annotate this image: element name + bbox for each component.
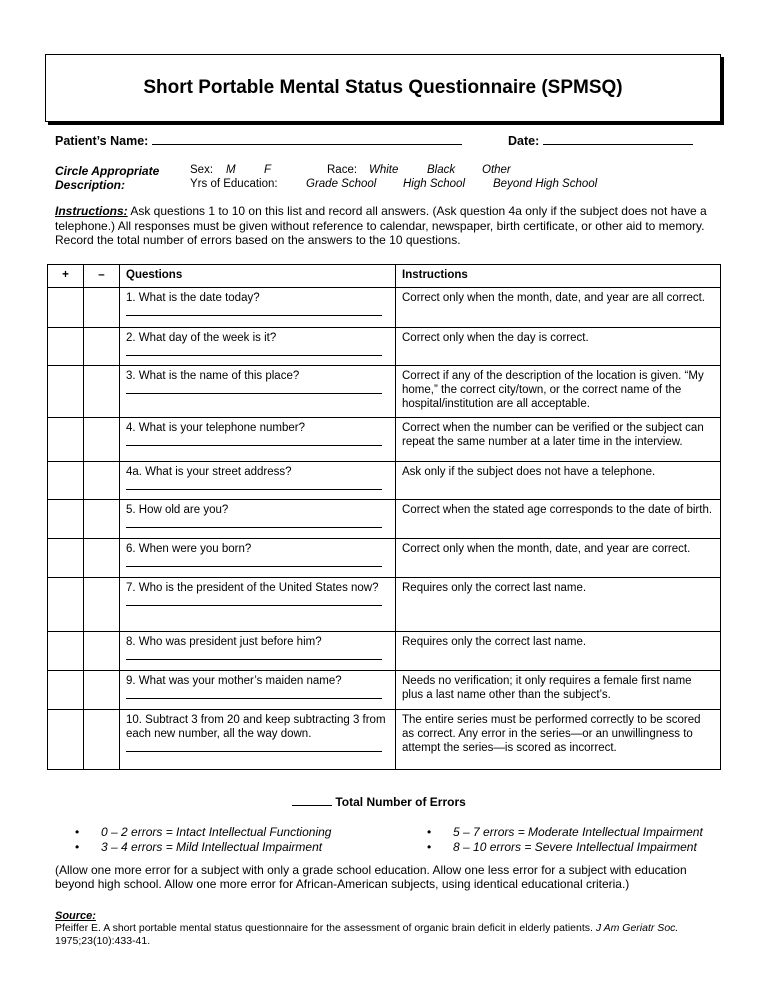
patient-name-label: Patient’s Name: (55, 134, 149, 148)
sex-m[interactable]: M (226, 164, 236, 176)
source-label: Source: (55, 910, 96, 922)
scoring-item (427, 825, 703, 839)
question-text: 8. Who was president just before him? (126, 636, 322, 648)
question-cell (120, 671, 396, 710)
question-text: 10. Subtract 3 from 20 and keep subtracting 3 from each new number, all the way down. (126, 714, 386, 740)
sex-f[interactable]: F (264, 164, 272, 176)
minus-mark-cell[interactable] (84, 366, 120, 418)
question-cell (120, 328, 396, 366)
question-cell (120, 462, 396, 500)
title-box (45, 54, 721, 122)
table-row (48, 418, 721, 462)
question-cell (120, 418, 396, 462)
date-label: Date: (508, 134, 540, 148)
sex-label: Sex: (190, 164, 214, 176)
plus-mark-cell[interactable] (48, 462, 84, 500)
table-row (48, 462, 721, 500)
plus-mark-cell[interactable] (48, 539, 84, 578)
question-cell (120, 366, 396, 418)
minus-mark-cell[interactable] (84, 418, 120, 462)
question-cell (120, 500, 396, 539)
question-text: 5. How old are you? (126, 504, 229, 516)
instruction-cell: The entire series must be performed correctly to be scored as correct. Any error in the series—or an unwillingness to attempt the series—is scored as incorrect. (396, 710, 721, 770)
minus-mark-cell[interactable] (84, 671, 120, 710)
answer-line[interactable] (126, 566, 382, 567)
minus-mark-cell[interactable] (84, 632, 120, 671)
col-instructions-header: Instructions (396, 265, 721, 288)
education-grade[interactable]: Grade School (306, 178, 377, 190)
scoring-item (75, 840, 322, 854)
question-cell (120, 539, 396, 578)
plus-mark-cell[interactable] (48, 710, 84, 770)
table-row (48, 500, 721, 539)
circle-label-line2: Description: (55, 178, 126, 192)
date-line[interactable] (543, 134, 693, 145)
instruction-cell: Correct when the stated age corresponds to the date of birth. (396, 500, 721, 539)
answer-line[interactable] (126, 445, 382, 446)
race-black[interactable]: Black (427, 164, 456, 176)
bullet-icon: • (75, 825, 80, 839)
answer-line[interactable] (126, 659, 382, 660)
bullet-icon: • (75, 840, 80, 854)
minus-mark-cell[interactable] (84, 539, 120, 578)
minus-mark-cell[interactable] (84, 500, 120, 539)
question-cell (120, 710, 396, 770)
table-row (48, 366, 721, 418)
question-text: 4a. What is your street address? (126, 466, 292, 478)
scoring-text: 5 – 7 errors = Moderate Intellectual Impairment (453, 825, 703, 839)
answer-line[interactable] (126, 489, 382, 490)
bullet-icon: • (427, 825, 432, 839)
table-row (48, 578, 721, 632)
questions-body (48, 288, 721, 770)
instruction-cell: Requires only the correct last name. (396, 578, 721, 632)
source-text: Pfeiffer E. A short portable mental status questionnaire for the assessment of organic brain deficit in elderly patients. (55, 922, 596, 934)
total-errors-line[interactable] (292, 795, 332, 806)
education-beyond[interactable]: Beyond High School (493, 178, 598, 190)
scoring-text: 0 – 2 errors = Intact Intellectual Functioning (101, 825, 332, 839)
answer-line[interactable] (126, 393, 382, 394)
plus-mark-cell[interactable] (48, 418, 84, 462)
col-plus-header: + (48, 265, 84, 288)
race-label: Race: (327, 164, 358, 176)
col-minus-header: – (84, 265, 120, 288)
education-high[interactable]: High School (403, 178, 466, 190)
patient-name-field[interactable] (55, 134, 462, 148)
race-other[interactable]: Other (482, 164, 511, 176)
table-row (48, 632, 721, 671)
instruction-cell: Correct only when the month, date, and year are correct. (396, 539, 721, 578)
source-journal: J Am Geriatr Soc. (595, 922, 679, 934)
scoring-item (75, 825, 331, 839)
scoring-text: 3 – 4 errors = Mild Intellectual Impairment (101, 840, 323, 854)
education-label: Yrs of Education: (190, 178, 278, 190)
questions-table (47, 264, 721, 770)
question-cell (120, 288, 396, 328)
plus-mark-cell[interactable] (48, 632, 84, 671)
instructions-paragraph (55, 204, 715, 248)
plus-mark-cell[interactable] (48, 500, 84, 539)
question-text: 6. When were you born? (126, 543, 252, 555)
patient-name-line[interactable] (152, 134, 462, 145)
question-text: 1. What is the date today? (126, 292, 260, 304)
minus-mark-cell[interactable] (84, 462, 120, 500)
table-row (48, 288, 721, 328)
date-field[interactable] (508, 134, 693, 148)
col-questions-header: Questions (120, 265, 396, 288)
plus-mark-cell[interactable] (48, 578, 84, 632)
question-text: 2. What day of the week is it? (126, 332, 277, 344)
page-title: Short Portable Mental Status Questionnaire (SPMSQ) (143, 77, 623, 98)
circle-label-line1: Circle Appropriate (55, 164, 160, 178)
instructions-label: Instructions: (55, 204, 128, 218)
table-row (48, 539, 721, 578)
instruction-cell: Correct if any of the description of the location is given. “My home,” the correct city/town, or the correct name of the hospital/institution are all acceptable. (396, 366, 721, 418)
source-citation-details: 1975;23(10):433-41. (55, 935, 151, 947)
instruction-cell: Correct when the number can be verified or the subject can repeat the same number at a later time in the interview. (396, 418, 721, 462)
answer-line[interactable] (126, 315, 382, 316)
answer-line[interactable] (126, 527, 382, 528)
question-cell (120, 632, 396, 671)
instruction-cell: Ask only if the subject does not have a telephone. (396, 462, 721, 500)
instruction-cell: Requires only the correct last name. (396, 632, 721, 671)
scoring-text: 8 – 10 errors = Severe Intellectual Impairment (453, 840, 697, 854)
plus-mark-cell[interactable] (48, 288, 84, 328)
minus-mark-cell[interactable] (84, 578, 120, 632)
table-row (48, 328, 721, 366)
instruction-cell: Correct only when the day is correct. (396, 328, 721, 366)
bullet-icon: • (427, 840, 432, 854)
minus-mark-cell[interactable] (84, 710, 120, 770)
total-errors-label: Total Number of Errors (335, 795, 466, 809)
answer-line[interactable] (126, 698, 382, 699)
race-white[interactable]: White (369, 164, 399, 176)
question-text: 4. What is your telephone number? (126, 422, 305, 434)
instruction-cell: Correct only when the month, date, and year are all correct. (396, 288, 721, 328)
adjustment-note: (Allow one more error for a subject with only a grade school education. Allow one less error for a subject with education beyond high school. Allow one more error for African-American subjects, using identical educational criteria.) (55, 863, 687, 891)
minus-mark-cell[interactable] (84, 288, 120, 328)
plus-mark-cell[interactable] (48, 671, 84, 710)
total-errors[interactable] (292, 795, 466, 809)
question-text: 3. What is the name of this place? (126, 370, 300, 382)
minus-mark-cell[interactable] (84, 328, 120, 366)
instructions-text: Ask questions 1 to 10 on this list and record all answers. (Ask question 4a only if the subject does not have a telephone.) All responses must be given without reference to calendar, newspaper, birth certificate, or other aid to memory. Record the total number of errors based on the answers to the 10 questions. (55, 204, 707, 247)
scoring-item (427, 840, 697, 854)
table-row (48, 671, 721, 710)
answer-line[interactable] (126, 605, 382, 606)
question-cell (120, 578, 396, 632)
answer-line[interactable] (126, 751, 382, 752)
plus-mark-cell[interactable] (48, 366, 84, 418)
table-row (48, 710, 721, 770)
instruction-cell: Needs no verification; it only requires a female first name plus a last name other than the subject’s. (396, 671, 721, 710)
answer-line[interactable] (126, 355, 382, 356)
source-citation (55, 922, 715, 948)
circle-appropriate-label (55, 164, 159, 192)
plus-mark-cell[interactable] (48, 328, 84, 366)
question-text: 9. What was your mother’s maiden name? (126, 675, 342, 687)
question-text: 7. Who is the president of the United States now? (126, 582, 379, 594)
table-header-row (48, 265, 721, 288)
